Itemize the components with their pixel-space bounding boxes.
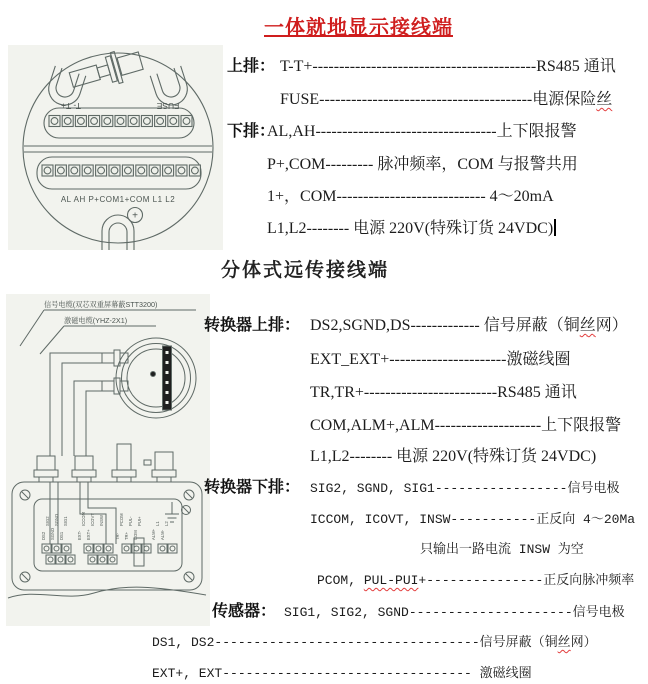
terminal-tag: TR+: [124, 531, 129, 540]
cable-gland: [144, 452, 176, 482]
terminal-tag: ALM+: [151, 528, 156, 540]
terminal-tag: DS1: [59, 531, 64, 540]
terminal-block: [42, 544, 75, 564]
wiring-line: [152, 631, 597, 650]
terminal-tag: ICCOM: [81, 512, 86, 526]
excitation-cable: [74, 381, 102, 456]
terminal-label-fuse: FUSE: [156, 101, 180, 111]
spellcheck-text: 丝: [596, 91, 613, 108]
terminal-strip-top: [44, 108, 194, 138]
terminal-label-tt: T- T+: [61, 101, 81, 111]
line-text: DS2,SGND,DS------------- 信号屏蔽（铜: [310, 317, 580, 334]
wiring-line: L1,L2-------- 电源 220V(特殊订货 24VDC): [310, 448, 597, 465]
local-display-terminal-diagram: [8, 45, 223, 250]
wiring-line: SIG1, SIG2, SGND---------------------信号电极: [284, 605, 625, 620]
terminal-tag: DS2: [41, 531, 46, 540]
line-text: L1,L2-------- 电源 220V(特殊订货 24VDC): [267, 220, 554, 237]
terminal-tag: SIG2: [45, 516, 50, 526]
torn-edge: [8, 587, 206, 598]
row-label-converter-bottom: 转换器下排：: [204, 479, 301, 496]
wiring-line: AL,AH----------------------------------上下限报警: [267, 123, 577, 140]
ground-icon: [165, 502, 191, 522]
terminal-tag: PCOM: [119, 513, 124, 526]
cable-gland: [34, 456, 58, 482]
remote-terminal-diagram: [6, 294, 210, 626]
wiring-line: 1+，COM---------------------------- 4～20mA: [267, 188, 554, 205]
wiring-line: SIG2, SGND, SIG1-----------------信号电极: [310, 481, 620, 496]
wiring-line: [310, 312, 628, 335]
wiring-line: EXT+, EXT-------------------------------- 激磁线圈: [152, 666, 532, 681]
text-cursor: [554, 219, 556, 236]
line-text: 网）: [595, 317, 628, 334]
signal-cable: [50, 353, 102, 456]
sensor-coil: [116, 338, 196, 418]
row-label-bottom: 下排：: [227, 123, 276, 140]
cable-gland: [72, 456, 96, 482]
terminal-tag: SGND: [50, 527, 55, 540]
line-text: FUSE----------------------------------------电源保险: [280, 91, 597, 108]
line-text: +---------------正反向脉冲频率: [418, 573, 635, 588]
cable-gland: [112, 444, 136, 482]
wiring-line: COM,ALM+,ALM--------------------上下限报警: [310, 417, 622, 434]
wiring-line: EXT_EXT+----------------------激磁线圈: [310, 351, 571, 368]
line-text: PCOM,: [317, 573, 364, 588]
excitation-cable-label: 激磁电缆(YHZ-2X1): [64, 316, 128, 325]
terminal-block: [122, 544, 151, 553]
plus-screw-label: +: [132, 210, 138, 222]
page-title: 一体就地显示接线端: [264, 17, 453, 39]
wiring-line: ICCOM, ICOVT, INSW-----------正反向 4～20Ma: [310, 512, 636, 527]
terminal-tag: PUI+: [137, 516, 142, 526]
terminal-tag: L1: [155, 521, 160, 526]
terminal-tag: ALM-: [160, 529, 165, 540]
terminal-strip-bottom: [37, 157, 201, 189]
spellcheck-text: PUL-PUI: [363, 573, 419, 588]
terminal-tag: SGND: [54, 513, 59, 526]
line-text: 网）: [570, 635, 597, 650]
terminal-tag: SIG1: [63, 516, 68, 526]
terminal-tag: PUL-: [128, 516, 133, 526]
terminal-tag: EXT+: [86, 529, 91, 540]
terminal-tag: TR-: [115, 533, 120, 540]
terminal-tag: L2: [164, 521, 169, 526]
wiring-line: P+,COM--------- 脉冲频率，COM 与报警共用: [267, 156, 578, 173]
wiring-line: TR,TR+-------------------------RS485 通讯: [310, 384, 577, 401]
terminal-tag: COM: [133, 530, 138, 540]
spellcheck-text: 丝: [579, 317, 596, 334]
terminal-block: [158, 544, 177, 553]
line-text: DS1, DS2----------------------------------信号屏蔽（铜: [152, 635, 558, 650]
row-label-sensor: 传感器：: [212, 603, 277, 620]
terminal-label-bottom-row: AL AH P+COM1+COM L1 L2: [60, 195, 176, 204]
row-label-converter-top: 转换器上排：: [204, 317, 301, 334]
wiring-line: 只输出一路电流 INSW 为空: [420, 542, 584, 557]
row-label-top: 上排：: [227, 58, 276, 75]
wiring-line: T-T+------------------------------------------RS485 通讯: [280, 58, 616, 75]
section-title: 分体式远传接线端: [221, 260, 390, 281]
wiring-line: [267, 215, 556, 238]
spellcheck-text: 丝: [557, 635, 571, 650]
signal-cable-label: 信号电缆(双芯双重屏幕蔽STT3200): [44, 300, 158, 309]
wiring-line: [317, 569, 634, 588]
terminal-tag: ICOVT: [90, 513, 95, 526]
terminal-tag: EXT-: [77, 530, 82, 540]
wiring-line: [280, 86, 612, 109]
terminal-block: [84, 544, 117, 564]
screw-icon: [67, 45, 145, 96]
terminal-tag: INSW: [99, 515, 104, 526]
